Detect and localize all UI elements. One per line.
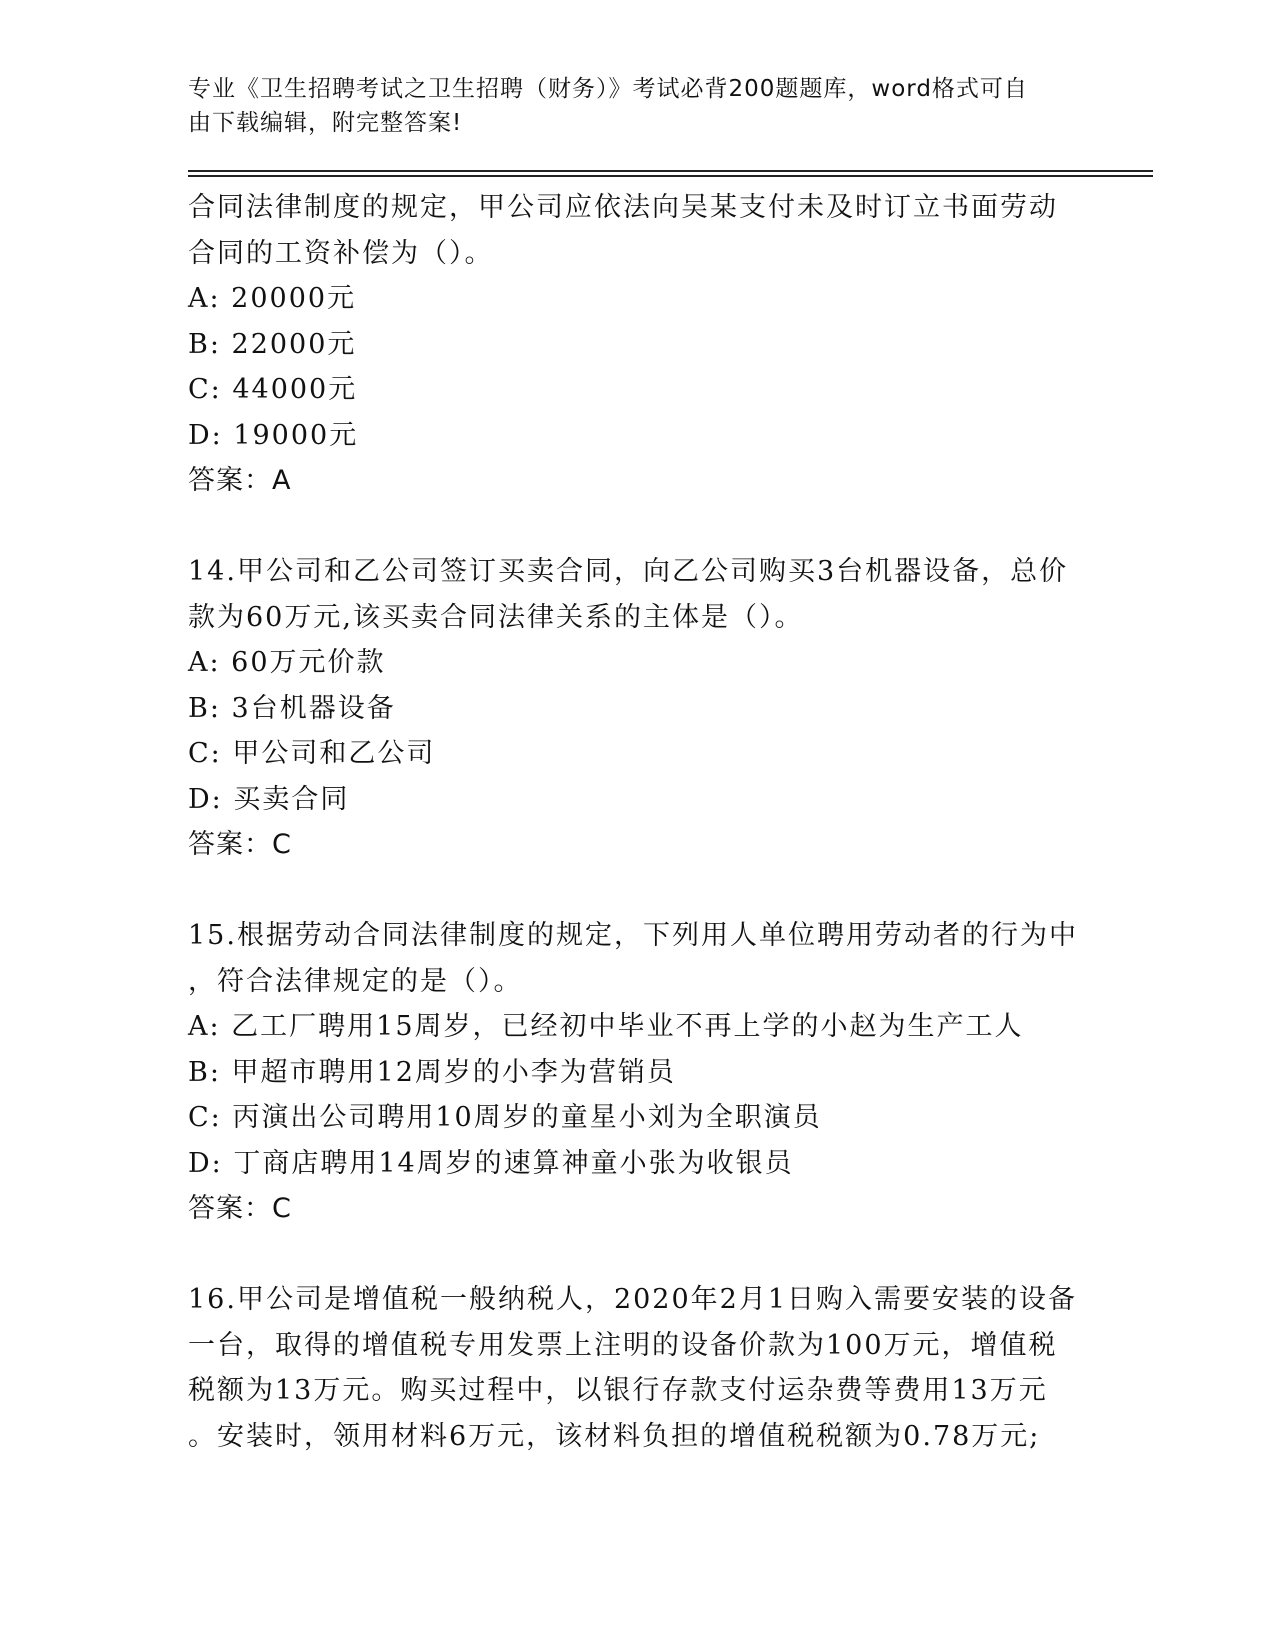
- option-c: C: 丙演出公司聘用10周岁的童星小刘为全职演员: [188, 1102, 822, 1133]
- document-header: [188, 72, 1088, 140]
- question-13-continuation: [188, 185, 1088, 504]
- option-d: D: 19000元: [188, 419, 359, 451]
- answer-text: 答案：C: [188, 829, 292, 860]
- header-line-2: 由下载编辑，附完整答案!: [188, 110, 463, 136]
- question-16: [188, 1277, 1088, 1459]
- header-rule-bottom: [188, 175, 1153, 177]
- spacer: [188, 504, 1088, 550]
- question-text: 一台，取得的增值税专用发票上注明的设备价款为100万元，增值税: [188, 1329, 1058, 1361]
- question-text: 16.甲公司是增值税一般纳税人，2020年2月1日购入需要安装的设备: [188, 1284, 1078, 1315]
- question-text: 款为60万元,该买卖合同法律关系的主体是（）。: [188, 601, 804, 633]
- question-15: [188, 913, 1088, 1232]
- option-d: D: 丁商店聘用14周岁的速算神童小张为收银员: [188, 1147, 794, 1179]
- option-c: C: 44000元: [188, 374, 358, 405]
- header-line-1: 专业《卫生招聘考试之卫生招聘（财务）》考试必背200题题库，word格式可自: [188, 76, 1028, 102]
- question-text: 税额为13万元。购买过程中，以银行存款支付运杂费等费用13万元: [188, 1375, 1048, 1406]
- question-text: 合同法律制度的规定，甲公司应依法向吴某支付未及时订立书面劳动: [188, 192, 1058, 223]
- question-text: 14.甲公司和乙公司签订买卖合同，向乙公司购买3台机器设备，总价: [188, 556, 1069, 587]
- question-text: 合同的工资补偿为（）。: [188, 237, 494, 269]
- spacer: [188, 1232, 1088, 1278]
- option-d: D: 买卖合同: [188, 783, 350, 815]
- document-body: [188, 185, 1088, 1459]
- question-text: ，符合法律规定的是（）。: [188, 965, 523, 997]
- question-text: 。安装时，领用材料6万元，该材料负担的增值税税额为0.78万元;: [188, 1420, 1041, 1452]
- answer-text: 答案：A: [188, 465, 292, 496]
- option-b: B: 3台机器设备: [188, 692, 396, 724]
- question-text: 15.根据劳动合同法律制度的规定，下列用人单位聘用劳动者的行为中: [188, 920, 1078, 951]
- spacer: [188, 868, 1088, 914]
- question-14: [188, 549, 1088, 868]
- option-c: C: 甲公司和乙公司: [188, 738, 436, 769]
- answer-text: 答案：C: [188, 1193, 292, 1224]
- option-b: B: 22000元: [188, 328, 357, 360]
- option-a: A: 60万元价款: [188, 647, 386, 678]
- option-a: A: 20000元: [188, 283, 357, 314]
- option-b: B: 甲超市聘用12周岁的小李为营销员: [188, 1056, 676, 1088]
- option-a: A: 乙工厂聘用15周岁，已经初中毕业不再上学的小赵为生产工人: [188, 1011, 1024, 1042]
- header-rule-top: [188, 170, 1153, 172]
